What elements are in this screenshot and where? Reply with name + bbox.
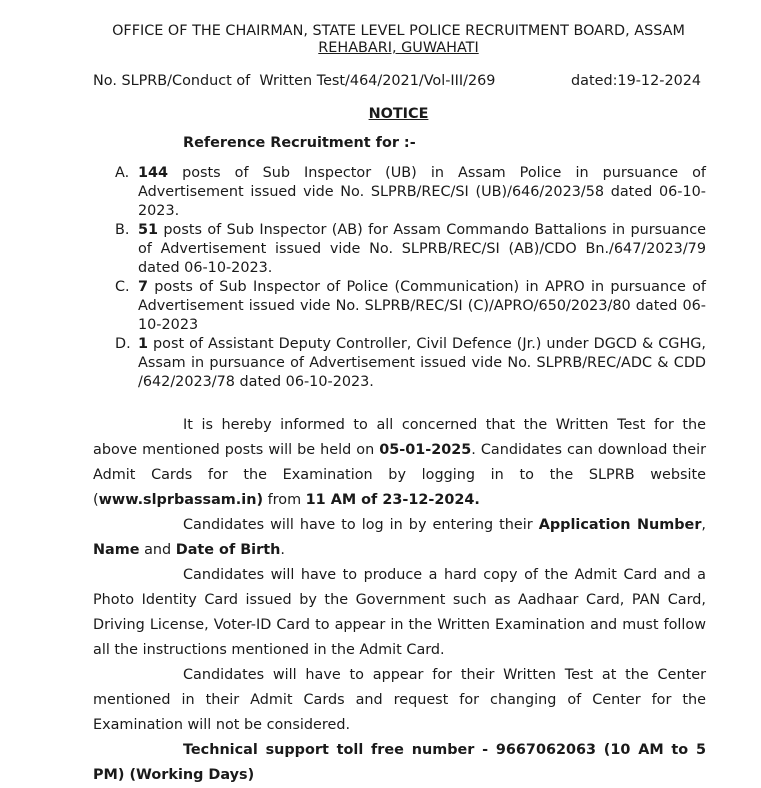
center-paragraph: Candidates will have to appear for their Written Test at the Center mentioned in their Admit Cards and request for changing of Center for the Examination will not be considered.	[93, 667, 706, 733]
notice-title: NOTICE	[368, 106, 429, 122]
support-paragraph	[93, 738, 706, 788]
post-description: posts of Sub Inspector (AB) for Assam Commando Battalions in pursuance of Advertisement issued vide No. SLPRB/REC/SI (AB)/CDO Bn./647/2023/79 dated 06-10-2023.	[138, 222, 706, 276]
list-marker: A.	[115, 165, 130, 181]
dob-label: Date of Birth	[175, 542, 281, 558]
post-count: 7	[138, 279, 149, 295]
exam-date: 05-01-2025	[379, 442, 472, 458]
post-count: 1	[138, 336, 149, 352]
reference-heading: Reference Recruitment for :-	[183, 135, 416, 151]
list-item	[0, 221, 706, 278]
office-header: OFFICE OF THE CHAIRMAN, STATE LEVEL POLICE RECRUITMENT BOARD, ASSAM	[112, 23, 685, 39]
login-paragraph	[93, 513, 706, 563]
paragraph-text: ,	[701, 517, 706, 533]
support-line: Technical support toll free number - 9667062063 (10 AM to 5 PM) (Working Days)	[93, 742, 706, 783]
paragraph-text: from	[263, 492, 306, 508]
post-description: posts of Sub Inspector of Police (Communication) in APRO in pursuance of Advertisement issued vide No. SLPRB/REC/SI (C)/APRO/650/2023/80 dated 06-10-2023	[138, 279, 706, 333]
post-count: 144	[138, 165, 169, 181]
exam-date-paragraph	[93, 413, 706, 513]
paragraph-text: .	[280, 542, 285, 558]
list-marker: B.	[115, 222, 130, 238]
paragraph-text: and	[139, 542, 176, 558]
list-marker: C.	[115, 279, 130, 295]
paragraph-text: Candidates will have to log in by entering their	[183, 517, 539, 533]
name-label: Name	[93, 542, 140, 558]
application-number-label: Application Number	[538, 517, 702, 533]
office-address-text: REHABARI, GUWAHATI	[318, 40, 479, 56]
id-requirement-paragraph: Candidates will have to produce a hard copy of the Admit Card and a Photo Identity Card issued by the Government such as Aadhaar Card, PAN Card, Driving License, Voter-ID Card to appear in the Written Examination and must follow all the instructions mentioned in the Admit Card.	[93, 567, 706, 658]
post-count: 51	[138, 222, 159, 238]
paragraph-text: . Candidates can download their Admit Cards for the Examination by logging in to the SLPRB website (	[93, 442, 706, 508]
post-description: post of Assistant Deputy Controller, Civil Defence (Jr.) under DGCD & CGHG, Assam in pursuance of Advertisement issued vide No. SLPRB/REC/ADC & CDD /642/2023/78 dated 06-10-2023.	[138, 336, 706, 390]
paragraph-text: It is hereby informed to all concerned that the Written Test for the above mentioned posts will be held on	[93, 417, 706, 458]
notice-date: dated:19-12-2024	[571, 73, 702, 89]
website-link[interactable]: www.slprbassam.in)	[98, 492, 264, 508]
list-marker: D.	[115, 336, 131, 352]
admit-card-release: 11 AM of 23-12-2024.	[305, 492, 480, 508]
notice-body	[93, 413, 706, 788]
post-description: posts of Sub Inspector (UB) in Assam Police in pursuance of Advertisement issued vide No. SLPRB/REC/SI (UB)/646/2023/58 dated 06-10-2023.	[138, 165, 706, 219]
office-address	[0, 40, 761, 57]
list-item	[0, 335, 706, 392]
list-item	[0, 164, 706, 221]
recruitment-list	[0, 164, 761, 392]
list-item	[0, 278, 706, 335]
reference-number: No. SLPRB/Conduct of Written Test/464/2021/Vol-III/269	[93, 73, 496, 89]
